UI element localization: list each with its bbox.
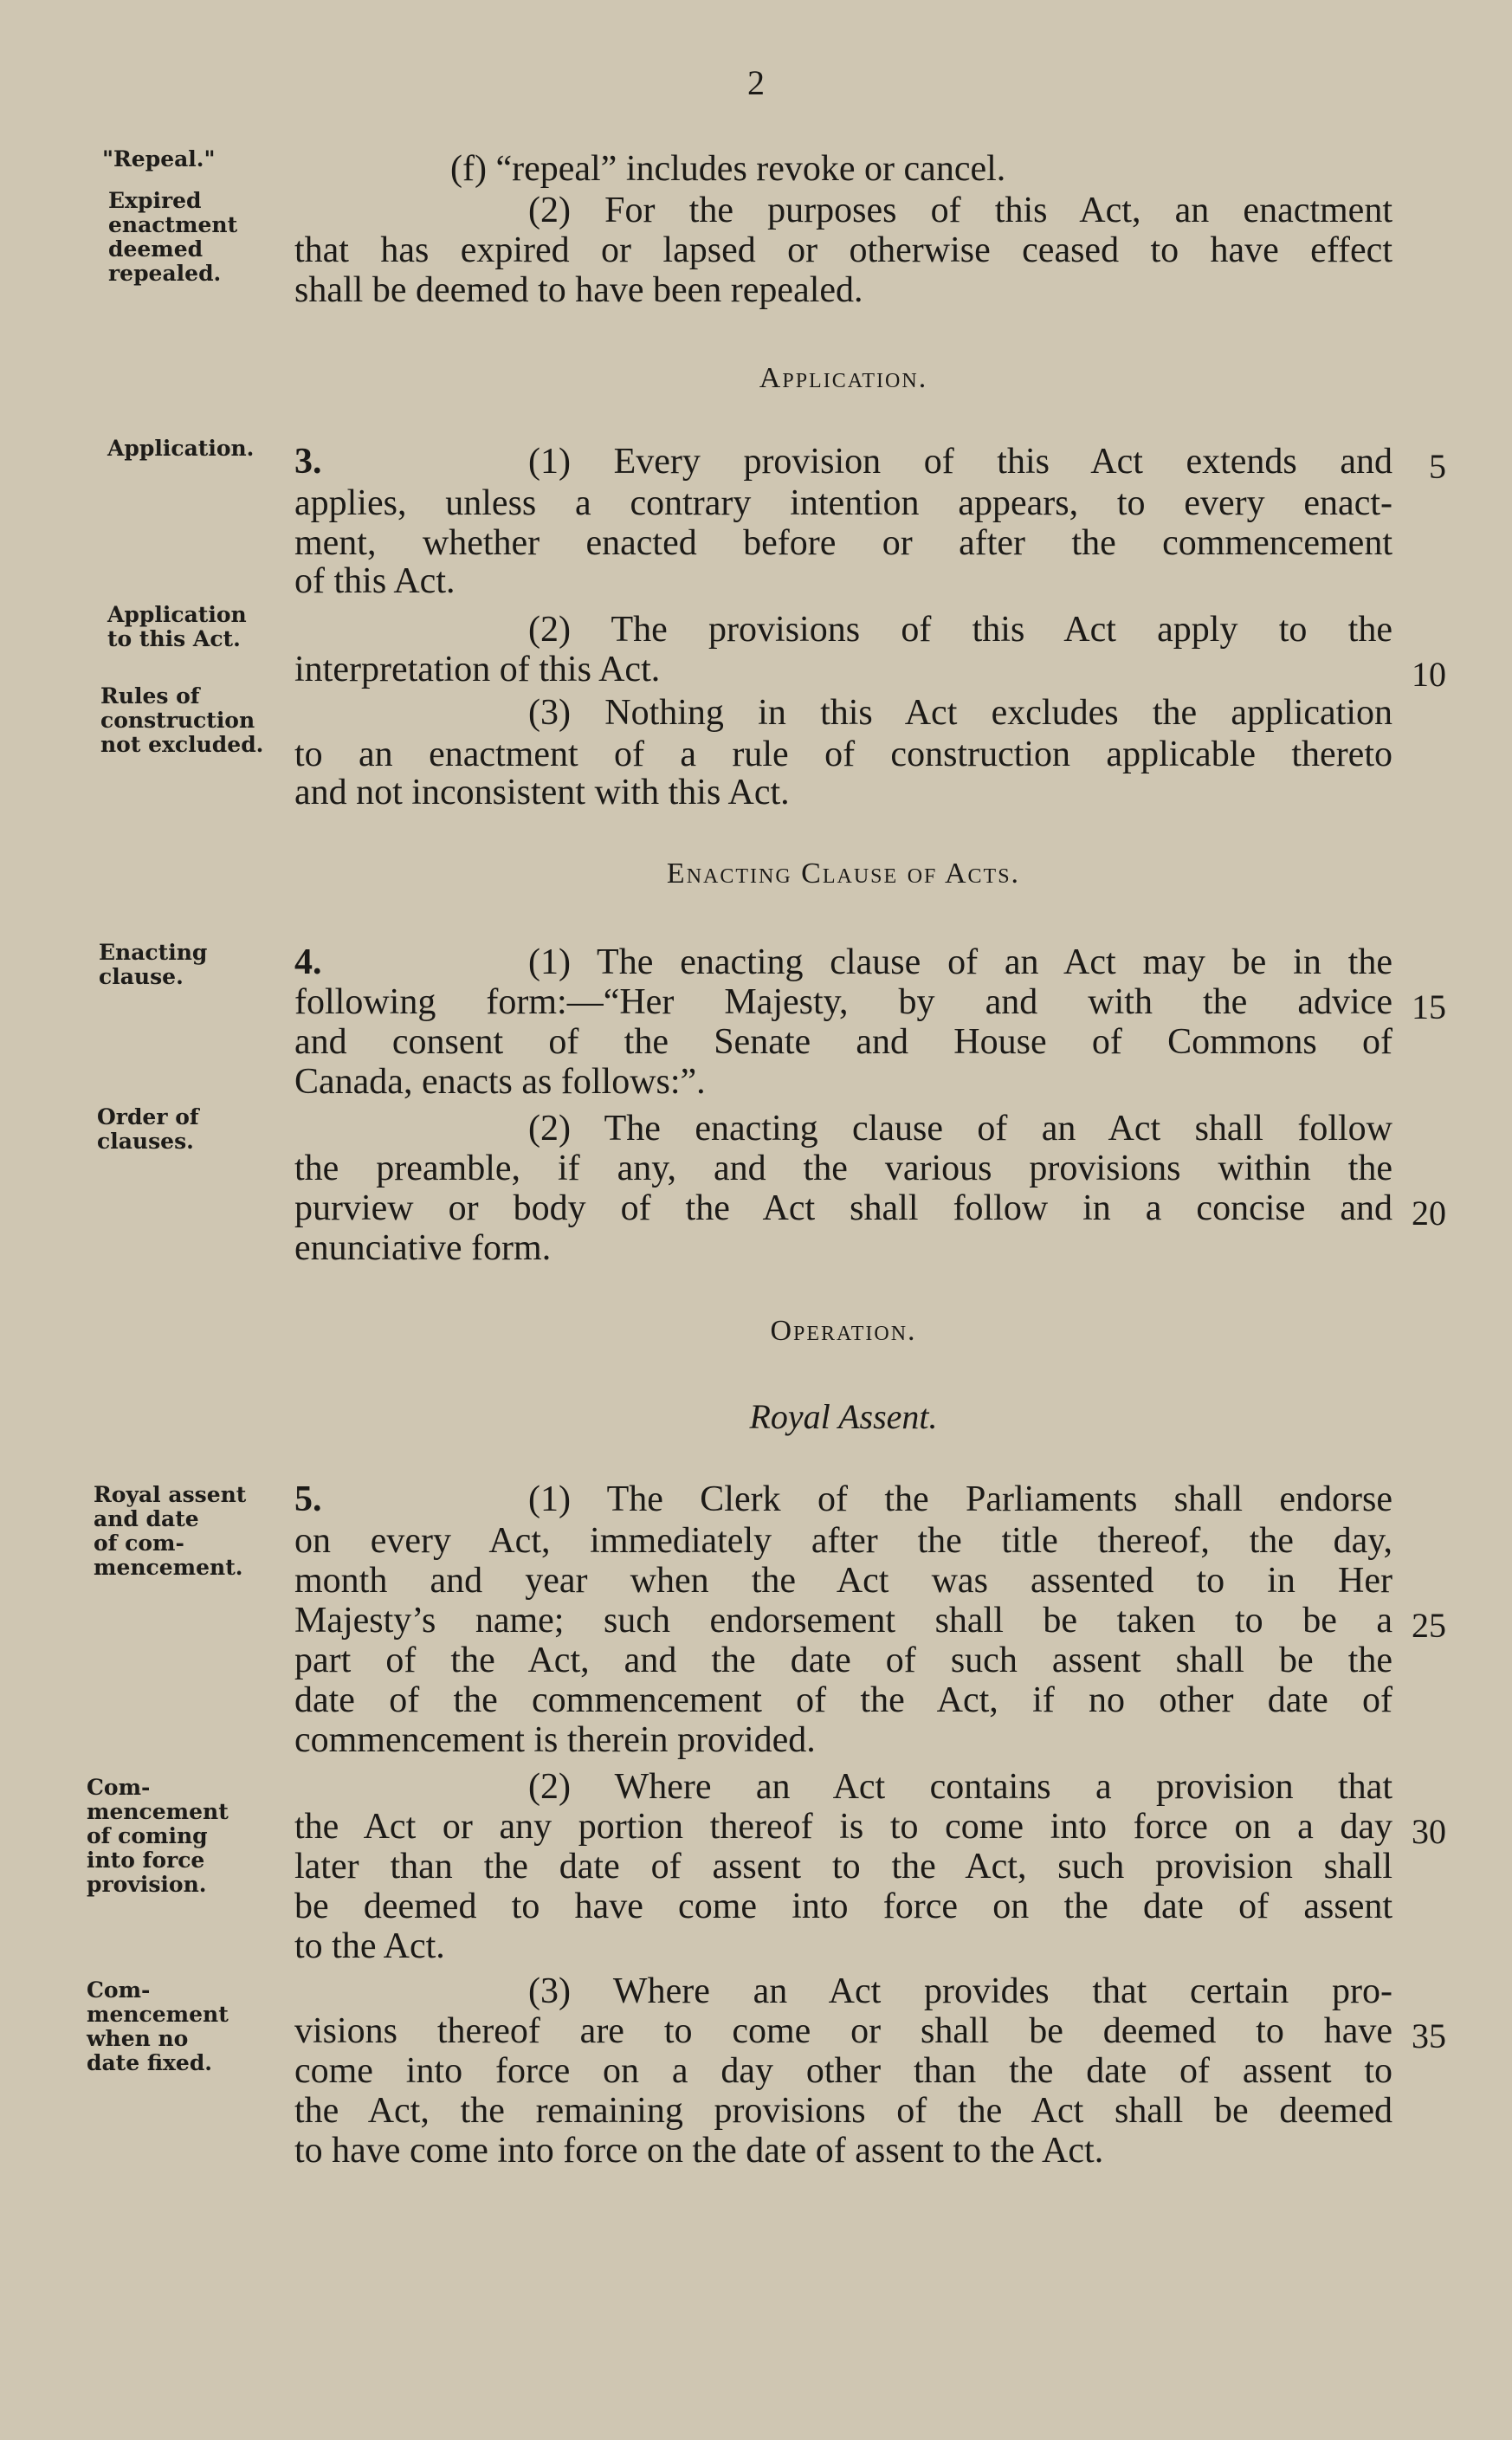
text-line-section-5: 5. (1) The Clerk of the Parliaments shall endorse (294, 1479, 1392, 1519)
text-line: part of the Act, and the date of such assent shall be the (294, 1641, 1392, 1680)
margin-note-rules-of-construction: Rules of construction not excluded. (100, 683, 264, 757)
section-heading-enacting-clause: Enacting Clause of Acts. (666, 858, 1021, 890)
text-line: purview or body of the Act shall follow in a concise and (294, 1188, 1392, 1228)
margin-note-commencement-force: Com- mencement of coming into force provision. (87, 1775, 229, 1897)
section-heading-operation: Operation. (770, 1315, 917, 1347)
text-line: month and year when the Act was assented to in Her (294, 1561, 1392, 1601)
text-line: and consent of the Senate and House of Commons of (294, 1022, 1392, 1062)
line-number: 25 (1412, 1606, 1446, 1645)
margin-note-order-of-clauses: Order of clauses. (97, 1104, 199, 1154)
text-line: (f) “repeal” includes revoke or cancel. (450, 149, 1006, 189)
text-line: (2) For the purposes of this Act, an enactment (528, 191, 1392, 230)
text-line: to have come into force on the date of assent to the Act. (294, 2131, 1104, 2171)
page-number: 2 (747, 63, 765, 102)
margin-note-application: Application. (107, 436, 255, 461)
line-number: 30 (1412, 1812, 1446, 1851)
text-line: later than the date of assent to the Act, such provision shall (294, 1847, 1392, 1887)
text-line: (2) Where an Act contains a provision that (528, 1767, 1392, 1807)
text-line: (2) The provisions of this Act apply to the (528, 610, 1392, 650)
margin-note-repeal: "Repeal." (102, 146, 216, 172)
text-line: the Act or any portion thereof is to come into force on a day (294, 1807, 1392, 1847)
subheading-royal-assent: Royal Assent. (749, 1397, 938, 1436)
text-line: come into force on a day other than the date of assent to (294, 2051, 1392, 2091)
text-line: to an enactment of a rule of construction applicable thereto (294, 735, 1392, 774)
text-line: Majesty’s name; such endorsement shall be taken to be a (294, 1601, 1392, 1641)
text-line: Canada, enacts as follows:”. (294, 1062, 706, 1102)
line-number: 10 (1412, 655, 1446, 694)
text-line: shall be deemed to have been repealed. (294, 270, 863, 310)
text-line: (3) Where an Act provides that certain pro- (528, 1971, 1392, 2011)
line-number: 35 (1412, 2016, 1446, 2055)
text-line: the preamble, if any, and the various provisions within the (294, 1149, 1392, 1188)
text-line: of this Act. (294, 561, 456, 601)
text-line: to the Act. (294, 1926, 445, 1966)
line-number: 5 (1429, 447, 1446, 486)
text-line: visions thereof are to come or shall be deemed to have (294, 2011, 1392, 2051)
text-line: (2) The enacting clause of an Act shall follow (528, 1109, 1392, 1149)
text-line-section-3: 3. (1) Every provision of this Act extends and (294, 442, 1392, 482)
text-line: that has expired or lapsed or otherwise ceased to have effect (294, 230, 1392, 270)
margin-note-commencement-no-date: Com- mencement when no date fixed. (87, 1977, 229, 2075)
section-number: 5. (294, 1479, 322, 1519)
margin-note-expired: Expired enactment deemed repealed. (108, 188, 238, 286)
margin-note-royal-assent: Royal assent and date of com- mencement. (94, 1482, 247, 1580)
text-line: ment, whether enacted before or after the commencement (294, 523, 1392, 563)
margin-note-enacting-clause: Enacting clause. (99, 940, 208, 989)
text-line: be deemed to have come into force on the date of assent (294, 1887, 1392, 1926)
section-number: 4. (294, 942, 322, 982)
text-line: on every Act, immediately after the title thereof, the day, (294, 1521, 1392, 1561)
text-line: following form:—“Her Majesty, by and with the advice (294, 982, 1392, 1022)
section-number: 3. (294, 442, 322, 482)
text-line: and not inconsistent with this Act. (294, 773, 790, 812)
line-number: 20 (1412, 1194, 1446, 1233)
text-line: the Act, the remaining provisions of the Act shall be deemed (294, 2091, 1392, 2131)
text-line: interpretation of this Act. (294, 650, 661, 689)
text-line: enunciative form. (294, 1228, 552, 1268)
text-line: applies, unless a contrary intention appears, to every enact- (294, 483, 1392, 523)
text-line: commencement is therein provided. (294, 1720, 816, 1760)
margin-note-application-this-act: Application to this Act. (107, 602, 247, 651)
section-heading-application: Application. (759, 362, 928, 394)
text-line: date of the commencement of the Act, if no other date of (294, 1680, 1392, 1720)
text-line-section-4: 4. (1) The enacting clause of an Act may be in the (294, 942, 1392, 982)
text-line: (3) Nothing in this Act excludes the application (528, 693, 1392, 733)
line-number: 15 (1412, 987, 1446, 1026)
